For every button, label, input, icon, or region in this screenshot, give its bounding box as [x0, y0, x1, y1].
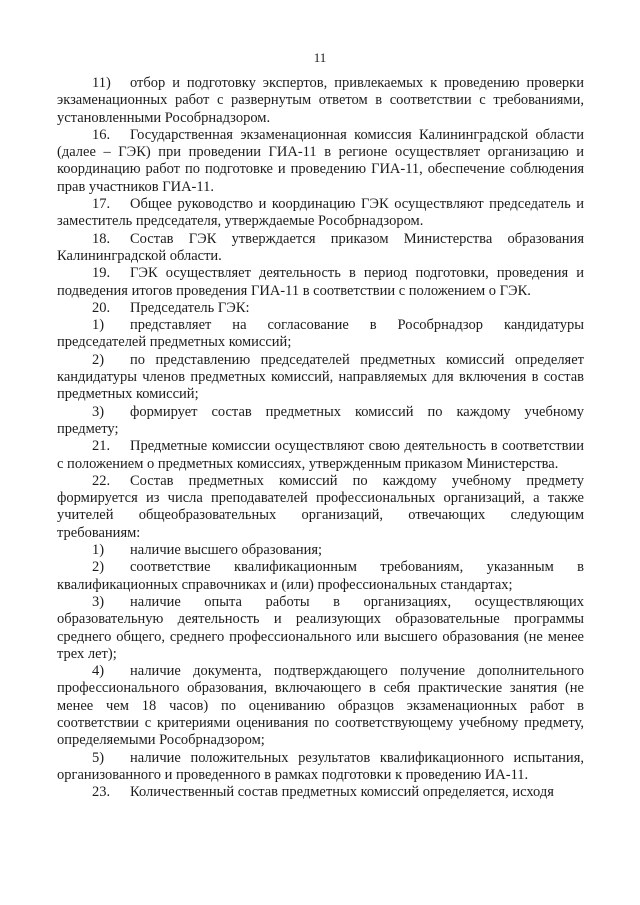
paragraph [57, 594, 584, 663]
paragraph-number: 16. [92, 126, 111, 143]
paragraph-text: Государственная экзаменационная комиссия Калининградской области (далее – ГЭК) при проведении ГИА-11 в регионе осуществляет организацию и координацию работ по подготовке и проведению ГИА-11, обеспечение соблюдения прав участников ГИА-11. [57, 126, 584, 195]
paragraph-number: 5) [92, 749, 105, 766]
paragraph [57, 231, 584, 266]
paragraph [57, 404, 584, 439]
paragraph-number: 2) [92, 351, 105, 368]
paragraph-number: 4) [92, 663, 105, 680]
paragraph [57, 300, 584, 317]
paragraph [57, 473, 584, 542]
paragraph-text: Предметные комиссии осуществляют свою деятельность в соответствии с положением о предметных комиссиях, утвержденным приказом Министерства. [57, 438, 584, 472]
paragraph-number: 2) [92, 559, 105, 576]
page-number: 11 [313, 50, 327, 65]
paragraph [57, 750, 584, 785]
paragraph-text: наличие положительных результатов квалификационного испытания, организованного и проведенного в рамках подготовки к проведению ИА-11. [57, 749, 584, 783]
paragraph-text: отбор и подготовку экспертов, привлекаемых к проведению проверки экзаменационных работ с развернутым ответом в соответствии с требованиями, установленными Рособрнадзором. [57, 75, 584, 126]
paragraph [57, 542, 584, 559]
paragraph-text: Состав ГЭК утверждается приказом Министерства образования Калининградской области. [57, 230, 584, 264]
paragraph-text: наличие документа, подтверждающего получение дополнительного профессионального образования, включающего в себя практические занятия (не менее чем 18 часов) по оцениванию образцов экзаменационных работ в соответствии с критериями оценивания по соответствующему учебному предмету, определяемыми Рособрнадзором; [57, 663, 584, 749]
paragraph-number: 3) [92, 593, 105, 610]
paragraph-number: 1) [92, 542, 105, 559]
paragraph [57, 196, 584, 231]
paragraph-number: 11) [92, 75, 111, 91]
paragraph [57, 127, 584, 196]
paragraph-text: Председатель ГЭК: [130, 299, 250, 316]
paragraph [57, 352, 584, 404]
paragraph [57, 559, 584, 594]
paragraph-number: 20. [92, 299, 111, 316]
paragraph-text: наличие опыта работы в организациях, осуществляющих образовательную деятельность и реализующих образовательные программы среднего общего, среднего профессионального или высшего образования (не менее трех лет); [57, 593, 584, 662]
paragraph [57, 663, 584, 749]
paragraph-text: формирует состав предметных комиссий по каждому учебному предмету; [57, 403, 584, 437]
paragraph-number: 18. [92, 230, 111, 247]
paragraph-text: Состав предметных комиссий по каждому учебному предмету формируется из числа преподавателей профессиональных организаций, а также учителей общеобразовательных организаций, отвечающих следующим требованиям: [57, 472, 584, 541]
paragraph-number: 23. [92, 784, 111, 801]
paragraph [57, 438, 584, 473]
paragraph-text: представляет на согласование в Рособрнадзор кандидатуры председателей предметных комиссий; [57, 317, 584, 351]
paragraph-text: соответствие квалификационным требованиям, указанным в квалификационных справочниках и (или) профессиональных стандартах; [57, 559, 584, 593]
paragraph-number: 17. [92, 196, 111, 213]
paragraph-number: 22. [92, 472, 111, 489]
paragraph-number: 21. [92, 438, 111, 455]
paragraph-number: 3) [92, 403, 105, 420]
paragraph-number: 19. [92, 265, 111, 282]
paragraph-text: по представлению председателей предметных комиссий определяет кандидатуры членов предметных комиссий, направляемых для включения в состав предметных комиссий; [57, 351, 584, 403]
paragraph-text: Общее руководство и координацию ГЭК осуществляют председатель и заместитель председателя, утверждаемые Рособрнадзором. [57, 196, 584, 230]
paragraph [57, 265, 584, 300]
paragraph-text: наличие высшего образования; [130, 542, 323, 559]
paragraph [57, 784, 584, 801]
paragraph-number: 1) [92, 317, 105, 334]
paragraph [57, 75, 584, 127]
paragraph-text: Количественный состав предметных комиссий определяется, исходя [130, 784, 554, 801]
document-body [57, 75, 584, 801]
paragraph-text: ГЭК осуществляет деятельность в период подготовки, проведения и подведения итогов проведения ГИА-11 в соответствии с положением о ГЭК. [57, 265, 584, 299]
paragraph [57, 317, 584, 352]
